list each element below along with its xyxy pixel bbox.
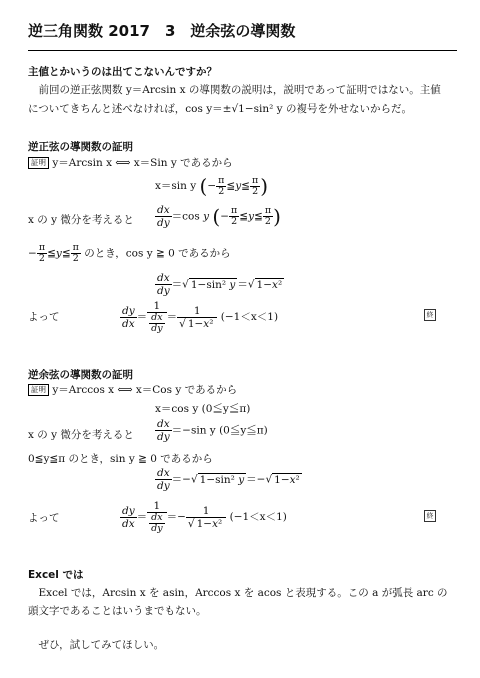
sec2-deriv-2: $\frac{dx}{dy}$ ＝−√ 1−sin² y ＝−√ 1−x²	[157, 467, 300, 492]
sec1-heading: 逆正弦の導関数の証明	[28, 141, 133, 153]
sec2-line-5: よって	[28, 512, 60, 524]
excel-line-2: 頭文字であることはいうまでもない。	[28, 605, 207, 617]
sec1-deriv-1: $\frac{dx}{dy}$ ＝cos y (− $\frac{\pi}{2}$ ≦y≦ $\frac{\pi}{2}$ )	[157, 204, 281, 229]
question-line-2: についてきちんと述べなければ，cos y＝±√1−sin² y の複号を外せないからだ。	[28, 103, 412, 115]
sec1-line-1: 証明 y＝Arcsin x ⟺ x＝Sin y であるから	[28, 155, 233, 170]
sec2-result: $\frac{dy}{dx}$ ＝ $\frac{1}{\frac{dx}{dy}}$ ＝− $\frac{1}{\text{√ 1−x²}}$ (−1＜x＜1)	[122, 500, 287, 534]
sec2-heading: 逆余弦の導関数の証明	[28, 369, 133, 381]
proof-badge: 証明	[28, 384, 49, 396]
sec2-line-2: x＝cos y (0≦y≦π)	[155, 403, 251, 415]
sec2-line-1: 証明 y＝Arccos x ⟺ x＝Cos y であるから	[28, 382, 237, 397]
sec1-line-4: − $\frac{\pi}{2}$ ≦y≦ $\frac{\pi}{2}$ のとき，cos y ≧ 0 であるから	[28, 242, 231, 264]
end-mark-1: 終	[424, 309, 436, 321]
end-mark-2: 終	[424, 510, 436, 522]
sec1-line-3: x の y 微分を考えると	[28, 214, 134, 226]
excel-line-1: Excel では，Arcsin x を asin，Arccos x を acos と表現する。この a が弧長 arc の	[28, 587, 448, 599]
sec1-result: $\frac{dy}{dx}$ ＝ $\frac{1}{\frac{dx}{dy}}$ ＝ $\frac{1}{\text{√ 1−x²}}$ (−1＜x＜1)	[122, 300, 279, 334]
sec1-line-5: よって	[28, 311, 60, 323]
sec1-line-2: x＝sin y (− $\frac{\pi}{2}$ ≦y≦ $\frac{\pi}{2}$ )	[155, 174, 269, 198]
question-heading: 主値とかいうのは出てこないんですか？	[28, 66, 217, 78]
sec2-line-4: 0≦y≦π のとき，sin y ≧ 0 であるから	[28, 453, 213, 465]
page-title: 逆三角関数 2017 3 逆余弦の導関数	[28, 22, 296, 40]
question-line-1: 前回の逆正弦関数 y＝Arcsin x の導関数の説明は，説明であって証明ではない。主値	[28, 84, 441, 96]
sec2-deriv-1: $\frac{dx}{dy}$ ＝−sin y (0≦y≦π)	[157, 418, 268, 443]
excel-line-3: ぜひ，試してみてほしい。	[28, 639, 165, 651]
sec1-deriv-2: $\frac{dx}{dy}$ ＝√ 1−sin² y ＝√ 1−x²	[157, 272, 283, 297]
proof-badge: 証明	[28, 157, 49, 169]
excel-heading: Excel では	[28, 569, 84, 581]
sec2-line-3: x の y 微分を考えると	[28, 429, 134, 441]
title-divider	[28, 50, 457, 51]
